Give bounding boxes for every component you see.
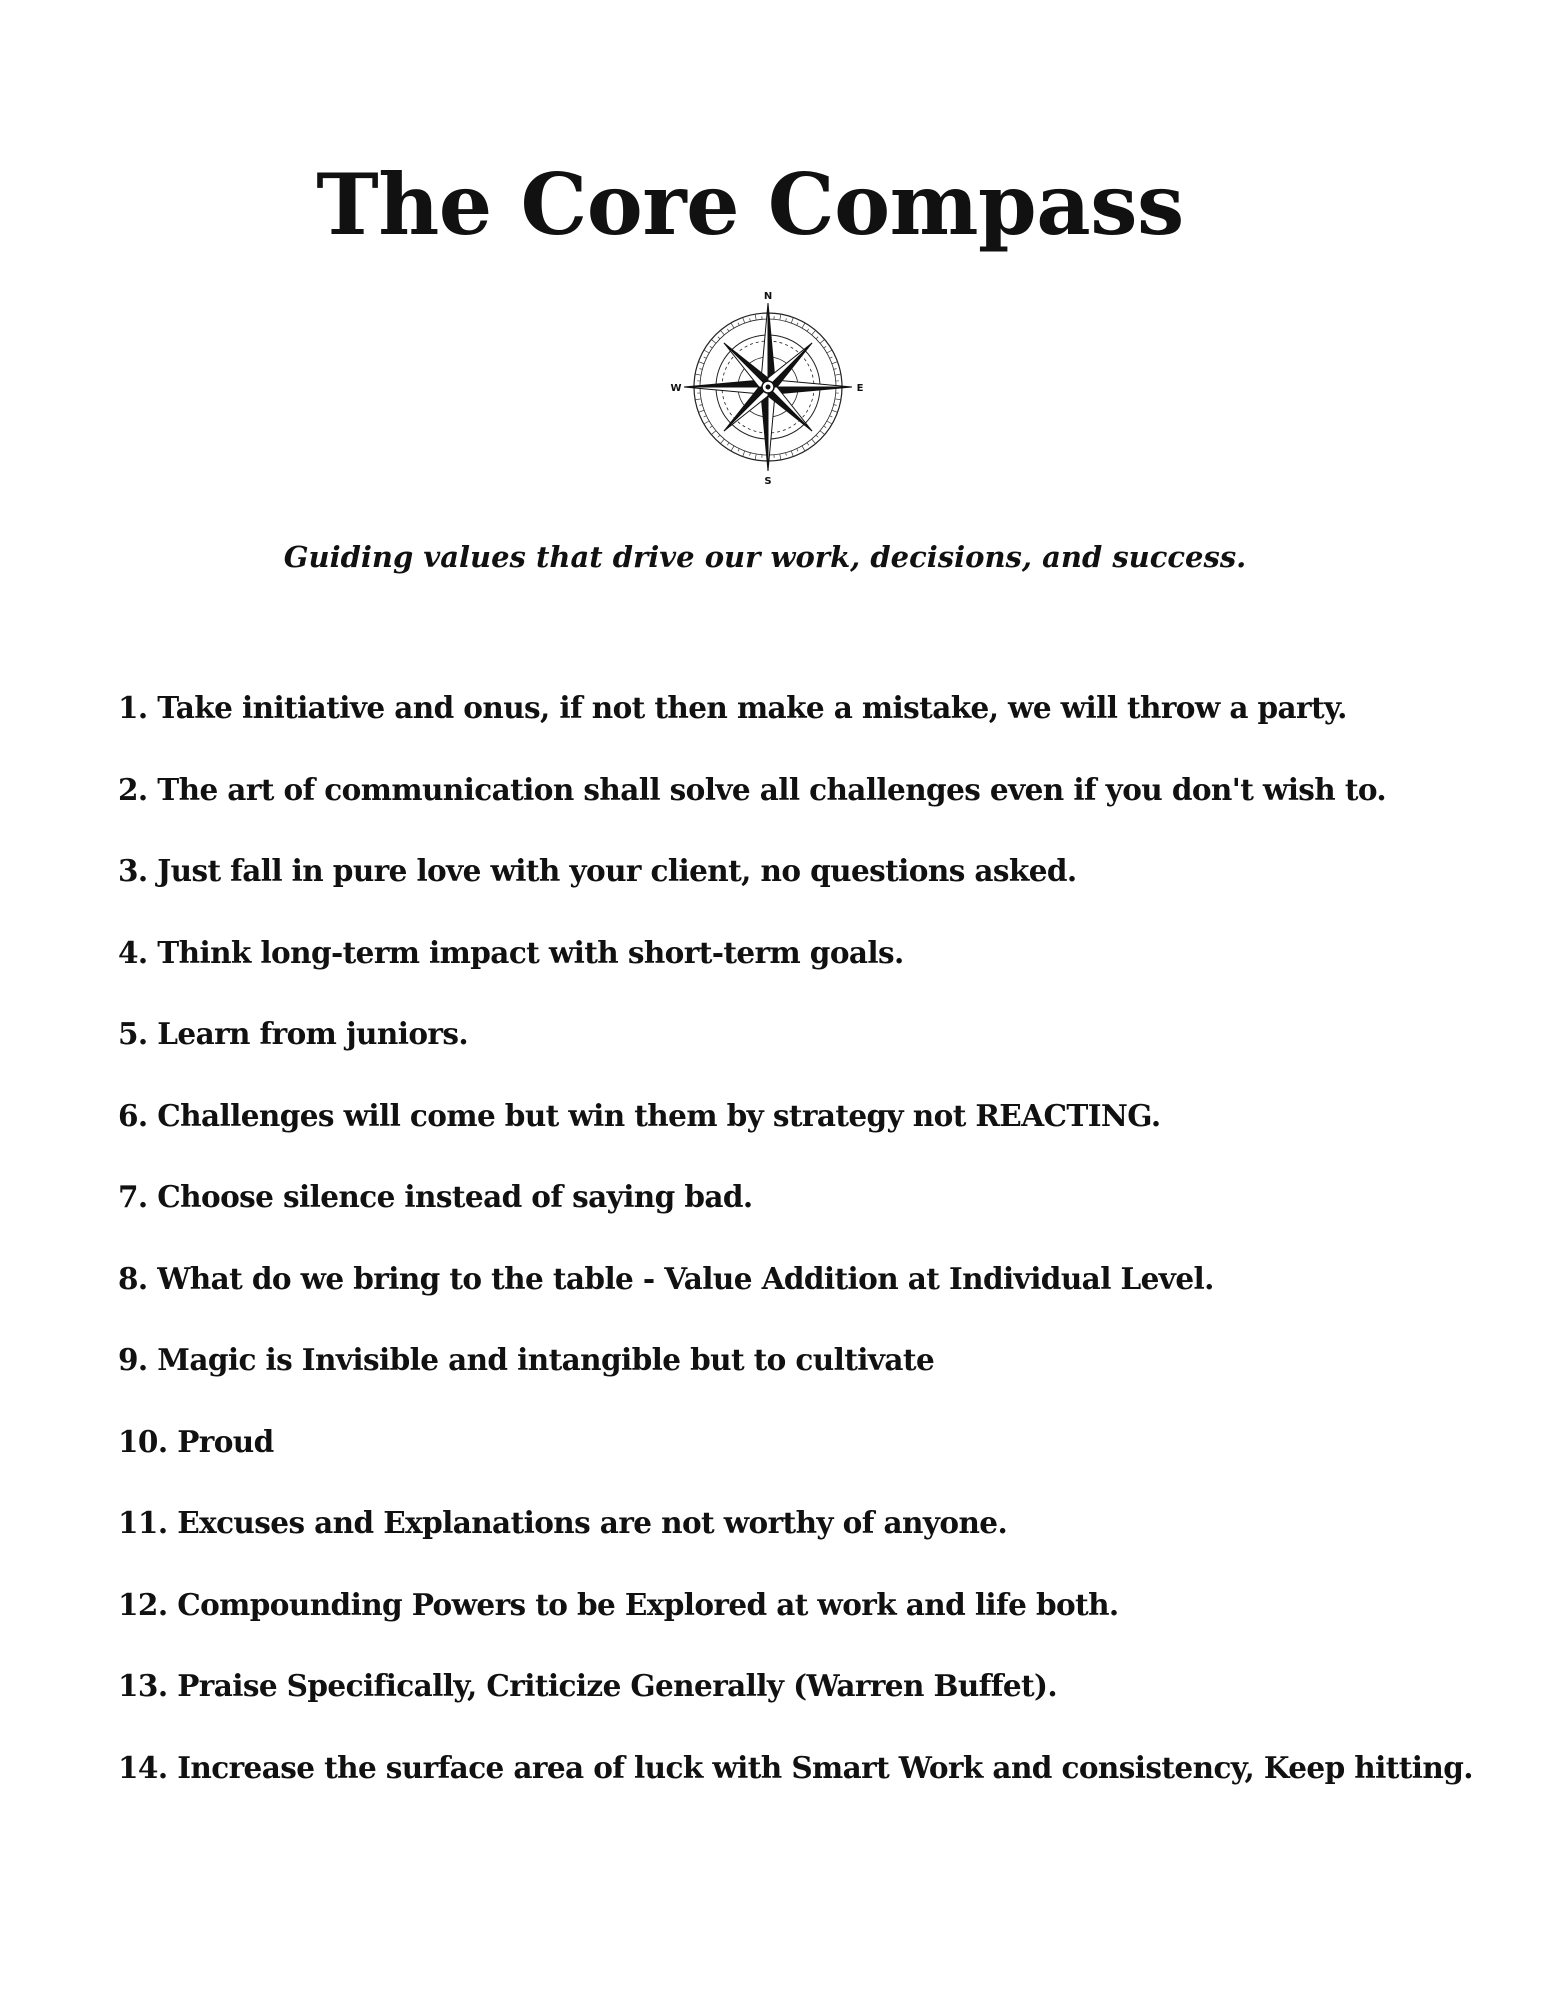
value-item: 10. Proud <box>118 1423 274 1459</box>
value-item: 14. Increase the surface area of luck with Smart Work and consistency, Keep hitting. <box>118 1749 1473 1785</box>
compass-north-label: N <box>763 291 773 302</box>
value-item: 8. What do we bring to the table - Value Addition at Individual Level. <box>118 1260 1214 1296</box>
page-title: The Core Compass <box>316 155 1184 254</box>
value-item: 9. Magic is Invisible and intangible but to cultivate <box>118 1342 935 1377</box>
core-values-list <box>118 688 1473 1829</box>
compass-rose-icon <box>668 287 868 487</box>
value-item: 13. Praise Specifically, Criticize Generally (Warren Buffet). <box>118 1668 1058 1703</box>
value-item: 11. Excuses and Explanations are not worthy of anyone. <box>118 1505 1008 1540</box>
compass-south-label: S <box>764 476 772 487</box>
value-item: 4. Think long-term impact with short-term goals. <box>118 934 904 970</box>
value-item: 5. Learn from juniors. <box>118 1016 469 1051</box>
page-subtitle: Guiding values that drive our work, decisions, and success. <box>283 540 1247 574</box>
value-item: 3. Just fall in pure love with your client, no questions asked. <box>118 853 1077 888</box>
value-item: 6. Challenges will come but win them by strategy not REACTING. <box>118 1097 1161 1133</box>
value-item: 2. The art of communication shall solve all challenges even if you don't wish to. <box>118 771 1387 807</box>
compass-east-label: E <box>856 383 864 394</box>
value-item: 1. Take initiative and onus, if not then make a mistake, we will throw a party. <box>118 690 1347 725</box>
compass-west-label: W <box>670 383 682 394</box>
value-item: 12. Compounding Powers to be Explored at work and life both. <box>118 1586 1119 1622</box>
value-item: 7. Choose silence instead of saying bad. <box>118 1179 753 1214</box>
